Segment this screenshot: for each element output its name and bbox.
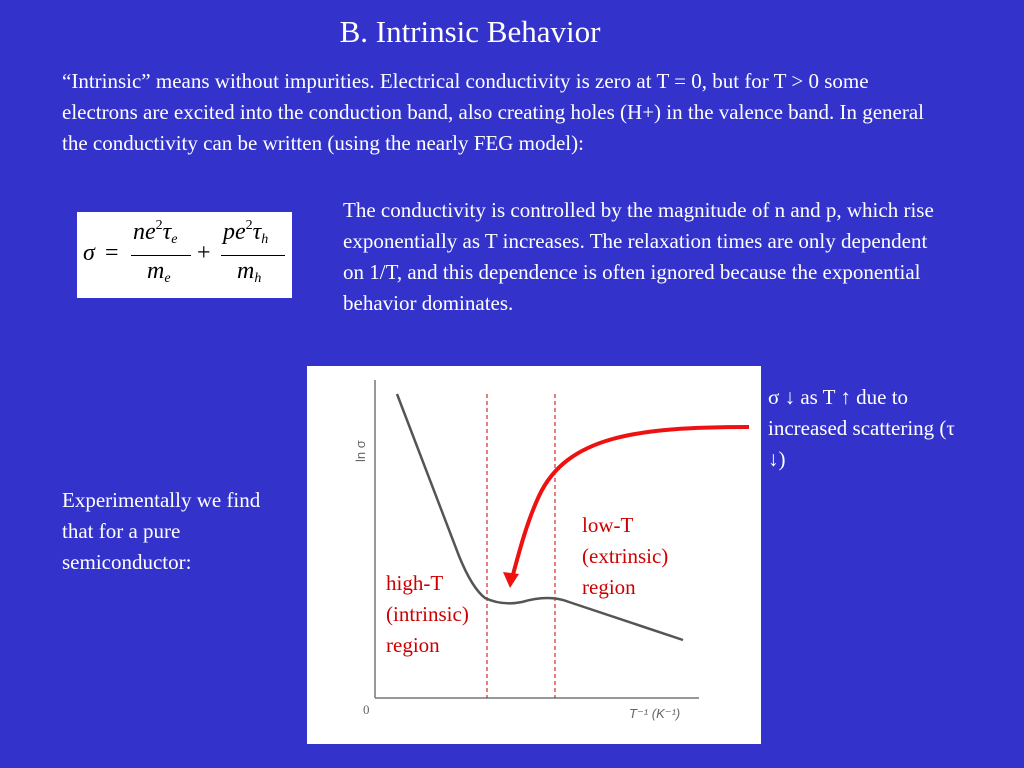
equation-term2-fraction-bar [221,255,285,256]
experiment-text: Experimentally we find that for a pure semiconductor: [62,488,261,574]
scattering-arrowhead [503,572,519,588]
conductivity-explanation: The conductivity is controlled by the magnitude of n and p, which rise exponentially as T increases. The relaxation times are only dependent on 1/T, and this dependence is often ignored because the exponential behavior dominates. [343,198,934,315]
equation-sigma: σ [83,240,95,266]
x-axis-label: T⁻¹ (K⁻¹) [629,706,681,721]
equation-term1-numerator: $ne^2\tau e$ [133,218,178,247]
slide-title-text: B. Intrinsic Behavior [339,14,601,49]
equation-term2-numerator: $pe^2\tau h$ [223,218,269,247]
equation-term1-fraction-bar [131,255,191,256]
y-axis-label: ln σ [353,440,368,462]
origin-label: 0 [363,702,370,717]
conductivity-equation [77,212,292,298]
equation-term1-denominator: me [147,258,171,286]
equation-equals: = [105,240,119,266]
conductivity-plot [307,366,761,744]
intro-paragraph: “Intrinsic” means without impurities. Electrical conductivity is zero at T = 0, but for T > 0 some electrons are excited into the conduction band, also creating holes (H+) in the valence band. In general the conductivity can be written (using the nearly FEG model): [62,69,925,155]
low-t-region-label: low-T (extrinsic) region [582,513,669,599]
high-t-region-label: high-T (intrinsic) region [386,571,469,657]
equation-plus: + [197,240,211,266]
plot-svg [307,366,761,744]
slide-title [0,14,940,50]
equation-term2-denominator: mh [237,258,262,286]
scattering-note: σ ↓ as T ↑ due to increased scattering (τ ↓) [768,385,955,471]
